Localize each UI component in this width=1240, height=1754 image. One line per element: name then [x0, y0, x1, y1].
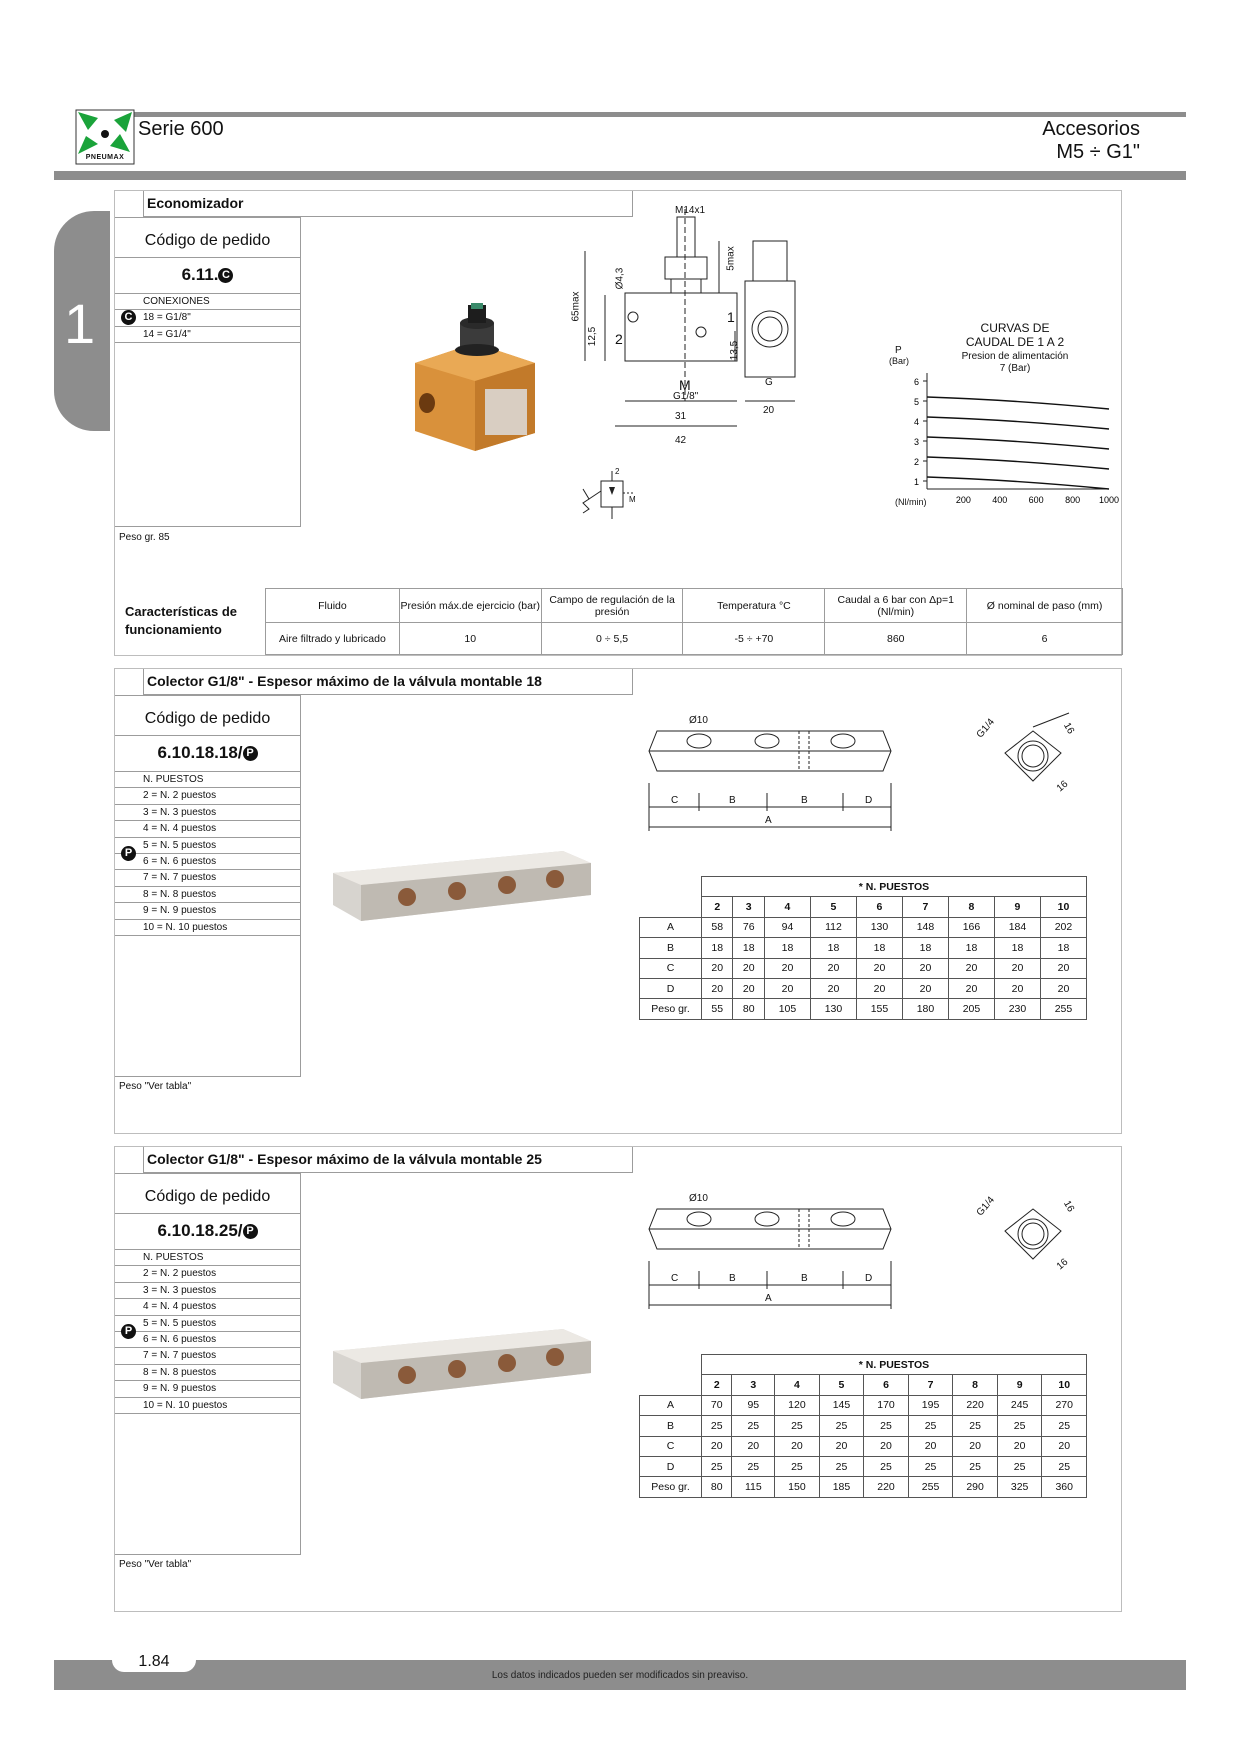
table-cell: 20 [1042, 1436, 1087, 1456]
dim-dia: Ø10 [689, 715, 708, 726]
table-cell: 20 [908, 1436, 953, 1456]
curves-x-unit: (Nl/min) [895, 497, 927, 507]
table-cell: 25 [908, 1456, 953, 1476]
dim-b: B [801, 1273, 808, 1284]
table-col-header: 10 [1042, 1375, 1087, 1395]
table-cell: 20 [856, 978, 902, 998]
option-row [115, 1324, 300, 1348]
table-cell: 20 [994, 978, 1040, 998]
option-row [115, 870, 300, 886]
colector18-photo [333, 849, 593, 929]
dim-w31: 31 [675, 411, 687, 422]
table-cell: 25 [732, 1456, 775, 1476]
dim-b: B [729, 1273, 736, 1284]
dim-g18: G1/8" [673, 391, 699, 402]
dim-b: B [729, 795, 736, 806]
economizador-weight: Peso gr. 85 [119, 532, 170, 543]
table-cell: 184 [994, 917, 1040, 937]
table-cell: 18 [764, 938, 810, 958]
option-label: 7 = N. 7 puestos [143, 1350, 217, 1362]
table-cell: 155 [856, 999, 902, 1019]
port-m-label: M [679, 377, 691, 393]
table-col-header: 5 [819, 1375, 864, 1395]
option-row [115, 805, 300, 821]
dim-a: A [765, 1293, 772, 1304]
dim-d43: Ø4,3 [614, 267, 626, 290]
char-value: 6 [967, 623, 1123, 655]
table-row [640, 999, 1087, 1019]
order-code-text: 6.10.18.18/ [157, 743, 243, 762]
order-code-marker: P [243, 1224, 258, 1239]
options-header: CONEXIONES [115, 294, 300, 310]
colector18-weight: Peso "Ver tabla" [119, 1081, 192, 1092]
dim-b: B [801, 795, 808, 806]
table-cell: 130 [856, 917, 902, 937]
table-cell: 25 [953, 1416, 998, 1436]
flow-curves-chart [885, 321, 1120, 511]
x-tick-label: 1000 [1098, 495, 1120, 505]
option-label: 18 = G1/8" [143, 312, 191, 324]
port-2-label: 2 [615, 331, 623, 347]
table-cell: 360 [1042, 1477, 1087, 1497]
option-label: 10 = N. 10 puestos [143, 921, 228, 933]
table-cell: 18 [902, 938, 948, 958]
dim-a: A [765, 815, 772, 826]
row-label: Peso gr. [640, 999, 702, 1019]
table-col-header: 7 [902, 897, 948, 917]
symbol-port-m: M [629, 495, 636, 504]
table-cell: 25 [775, 1456, 820, 1476]
option-label: 6 = N. 6 puestos [143, 1333, 217, 1345]
chapter-tab [54, 211, 110, 431]
order-label: Código de pedido [115, 1174, 300, 1214]
pneumax-logo [76, 110, 134, 164]
dim-w42: 42 [675, 435, 687, 446]
colector25-order-box [115, 1173, 301, 1555]
row-label: D [640, 1456, 702, 1476]
option-label: 10 = N. 10 puestos [143, 1399, 228, 1411]
table-col-header: 3 [733, 897, 764, 917]
order-code-text: 6.10.18.25/ [157, 1221, 243, 1240]
table-row [640, 1477, 1087, 1497]
order-code [115, 258, 300, 294]
table-cell: 25 [1042, 1456, 1087, 1476]
table-row [640, 1456, 1087, 1476]
table-cell: 20 [997, 1436, 1042, 1456]
table-group-header: * N. PUESTOS [702, 877, 1087, 897]
options-header: N. PUESTOS [115, 1250, 300, 1266]
header-bottom-rule [54, 171, 1186, 180]
table-cell: 94 [764, 917, 810, 937]
option-marker: P [121, 846, 136, 861]
table-cell: 20 [864, 1436, 909, 1456]
dim-16a: 16 [1061, 720, 1077, 737]
option-row [115, 1365, 300, 1381]
table-cell: 20 [732, 1436, 775, 1456]
table-cell: 230 [994, 999, 1040, 1019]
table-cell: 25 [702, 1416, 732, 1436]
row-label: A [640, 917, 702, 937]
option-label: 4 = N. 4 puestos [143, 1301, 217, 1313]
colector25-photo [333, 1327, 593, 1407]
dim-dia: Ø10 [689, 1193, 708, 1204]
char-header: Ø nominal de paso (mm) [967, 589, 1123, 623]
table-cell: 20 [1040, 978, 1086, 998]
option-marker: P [121, 1324, 136, 1339]
option-row [115, 846, 300, 870]
row-label: B [640, 938, 702, 958]
table-group-header: * N. PUESTOS [702, 1355, 1087, 1375]
table-row [640, 1436, 1087, 1456]
char-value: Aire filtrado y lubricado [266, 623, 400, 655]
table-cell: 20 [810, 958, 856, 978]
table-col-header: 4 [775, 1375, 820, 1395]
order-label: Código de pedido [115, 696, 300, 736]
category-title: Accesorios [1042, 118, 1140, 140]
table-cell: 80 [733, 999, 764, 1019]
table-cell: 20 [902, 978, 948, 998]
table-col-header: 2 [702, 1375, 732, 1395]
table-cell: 105 [764, 999, 810, 1019]
characteristics-table [265, 588, 1123, 655]
x-tick-label: 400 [992, 495, 1008, 505]
table-cell: 20 [948, 978, 994, 998]
table-cell: 180 [902, 999, 948, 1019]
table-cell: 115 [732, 1477, 775, 1497]
dim-c: C [671, 1273, 679, 1284]
flow-curve [927, 417, 1109, 429]
order-code-text: 6.11. [181, 265, 219, 284]
table-cell: 290 [953, 1477, 998, 1497]
table-row [640, 917, 1087, 937]
footer-note: Los datos indicados pueden ser modificados sin preaviso. [491, 1670, 749, 1681]
table-cell: 20 [775, 1436, 820, 1456]
table-cell: 220 [953, 1395, 998, 1415]
characteristics-label: Características de funcionamiento [125, 604, 238, 637]
curves-sub-1: Presion de alimentación [961, 351, 1069, 362]
char-header: Presión máx.de ejercicio (bar) [399, 589, 541, 623]
page-number: 1.84 [112, 1652, 196, 1672]
table-cell: 55 [702, 999, 733, 1019]
option-label: 6 = N. 6 puestos [143, 855, 217, 867]
char-value: 860 [825, 623, 967, 655]
table-cell: 20 [948, 958, 994, 978]
table-cell: 20 [1040, 958, 1086, 978]
table-cell: 150 [775, 1477, 820, 1497]
row-label: Peso gr. [640, 1477, 702, 1497]
series-title: Serie 600 [138, 118, 224, 140]
table-cell: 202 [1040, 917, 1086, 937]
table-cell: 25 [732, 1416, 775, 1436]
flow-curve [927, 437, 1109, 449]
table-cell: 120 [775, 1395, 820, 1415]
x-tick-label: 200 [955, 495, 971, 505]
logo-text: PNEUMAX [85, 154, 125, 161]
table-cell: 18 [733, 938, 764, 958]
table-cell: 205 [948, 999, 994, 1019]
table-cell: 185 [819, 1477, 864, 1497]
table-cell: 76 [733, 917, 764, 937]
table-cell: 20 [702, 978, 733, 998]
table-cell: 58 [702, 917, 733, 937]
table-cell: 25 [819, 1416, 864, 1436]
table-cell: 20 [702, 1436, 732, 1456]
option-row [115, 1299, 300, 1315]
colector18-drawing [649, 715, 1119, 843]
table-cell: 20 [819, 1436, 864, 1456]
char-value: 10 [399, 623, 541, 655]
order-code [115, 736, 300, 772]
row-label: B [640, 1416, 702, 1436]
table-row [640, 958, 1087, 978]
table-cell: 18 [948, 938, 994, 958]
economizador-order-box [115, 217, 301, 527]
dim-h125: 12,5 [587, 326, 599, 347]
table-cell: 25 [819, 1456, 864, 1476]
dim-g14: G1/4 [974, 1194, 998, 1219]
table-cell: 25 [908, 1416, 953, 1436]
table-cell: 95 [732, 1395, 775, 1415]
option-row [115, 310, 300, 326]
table-cell: 255 [1040, 999, 1086, 1019]
char-header: Fluido [266, 589, 400, 623]
table-col-header: 4 [764, 897, 810, 917]
colector18-title: Colector G1/8" - Espesor máximo de la válvula montable 18 [143, 669, 633, 695]
option-label: 3 = N. 3 puestos [143, 1284, 217, 1296]
colector25-dims-table [639, 1354, 1087, 1498]
table-cell: 20 [994, 958, 1040, 978]
y-tick-label: 4 [913, 417, 919, 427]
option-label: 5 = N. 5 puestos [143, 1317, 217, 1329]
option-label: 9 = N. 9 puestos [143, 1383, 217, 1395]
option-row [115, 1283, 300, 1299]
table-row [640, 938, 1087, 958]
option-label: 7 = N. 7 puestos [143, 872, 217, 884]
header-top-rule [134, 112, 1186, 117]
order-label: Código de pedido [115, 218, 300, 258]
y-tick-label: 6 [913, 377, 919, 387]
order-code-marker: C [218, 268, 233, 283]
table-cell: 18 [810, 938, 856, 958]
table-cell: 20 [764, 978, 810, 998]
table-cell: 245 [997, 1395, 1042, 1415]
chapter-number: 1 [64, 292, 96, 355]
dim-16b: 16 [1054, 1256, 1071, 1273]
table-col-header: 8 [953, 1375, 998, 1395]
curves-sub-2: 7 (Bar) [999, 363, 1031, 374]
table-cell: 25 [1042, 1416, 1087, 1436]
table-cell: 25 [702, 1456, 732, 1476]
row-label: A [640, 1395, 702, 1415]
colector25-section [114, 1146, 1122, 1612]
economizador-section [114, 190, 1122, 656]
table-cell: 18 [702, 938, 733, 958]
pneumatic-symbol [579, 469, 649, 523]
table-cell: 255 [908, 1477, 953, 1497]
table-cell: 166 [948, 917, 994, 937]
row-label: D [640, 978, 702, 998]
curves-y-unit: (Bar) [889, 356, 909, 366]
option-label: 5 = N. 5 puestos [143, 839, 217, 851]
table-cell: 70 [702, 1395, 732, 1415]
dim-h135: 13,5 [729, 340, 741, 361]
table-col-header: 9 [997, 1375, 1042, 1395]
table-cell: 270 [1042, 1395, 1087, 1415]
y-tick-label: 5 [913, 397, 919, 407]
table-row [640, 1395, 1087, 1415]
table-body [640, 1395, 1087, 1497]
option-row [115, 887, 300, 903]
option-label: 3 = N. 3 puestos [143, 806, 217, 818]
dim-d: D [865, 795, 873, 806]
table-cell: 18 [856, 938, 902, 958]
table-cell: 25 [997, 1416, 1042, 1436]
dim-g14: G1/4 [974, 716, 998, 741]
x-tick-label: 600 [1028, 495, 1044, 505]
economizador-drawing [565, 201, 825, 471]
row-label: C [640, 958, 702, 978]
table-cell: 20 [733, 958, 764, 978]
colector18-section [114, 668, 1122, 1134]
order-code-marker: P [243, 746, 258, 761]
flow-curve [927, 477, 1109, 489]
table-cell: 195 [908, 1395, 953, 1415]
table-cell: 25 [864, 1456, 909, 1476]
table-cell: 170 [864, 1395, 909, 1415]
table-cell: 20 [953, 1436, 998, 1456]
table-col-header: 6 [864, 1375, 909, 1395]
char-header: Campo de regulación de la presión [541, 589, 683, 623]
table-col-header: 3 [732, 1375, 775, 1395]
colector25-title: Colector G1/8" - Espesor máximo de la válvula montable 25 [143, 1147, 633, 1173]
option-row [115, 327, 300, 343]
table-body [640, 917, 1087, 1019]
colector18-dims-table [639, 876, 1087, 1020]
table-cell: 20 [764, 958, 810, 978]
economizador-title: Economizador [143, 191, 633, 217]
option-row [115, 1398, 300, 1414]
option-label: 9 = N. 9 puestos [143, 905, 217, 917]
option-marker: C [121, 310, 136, 325]
option-label: 2 = N. 2 puestos [143, 790, 217, 802]
option-row [115, 838, 300, 854]
x-tick-label: 800 [1065, 495, 1081, 505]
colector25-weight: Peso "Ver tabla" [119, 1559, 192, 1570]
option-row [115, 1348, 300, 1364]
table-cell: 148 [902, 917, 948, 937]
dim-d: D [865, 1273, 873, 1284]
options-header: N. PUESTOS [115, 772, 300, 788]
table-cell: 18 [994, 938, 1040, 958]
y-tick-label: 2 [913, 457, 919, 467]
table-cell: 25 [775, 1416, 820, 1436]
option-label: 14 = G1/4" [143, 328, 191, 340]
char-value: 0 ÷ 5,5 [541, 623, 683, 655]
flow-curve [927, 397, 1109, 409]
option-row [115, 821, 300, 837]
table-cell: 145 [819, 1395, 864, 1415]
table-cell: 112 [810, 917, 856, 937]
y-tick-label: 3 [913, 437, 919, 447]
curves-title-1: CURVAS DE [980, 321, 1050, 335]
table-cell: 20 [702, 958, 733, 978]
y-tick-label: 1 [913, 477, 919, 487]
curves-y-axis: P [895, 345, 902, 356]
option-row [115, 788, 300, 804]
table-cell: 25 [953, 1456, 998, 1476]
table-cell: 20 [733, 978, 764, 998]
char-header: Temperatura °C [683, 589, 825, 623]
option-label: 2 = N. 2 puestos [143, 1268, 217, 1280]
dim-h65: 65max [570, 291, 582, 322]
order-code [115, 1214, 300, 1250]
table-row [640, 978, 1087, 998]
flow-curve [927, 457, 1109, 469]
table-cell: 80 [702, 1477, 732, 1497]
table-row [640, 1416, 1087, 1436]
dim-16b: 16 [1054, 778, 1071, 795]
option-row [115, 1316, 300, 1332]
port-1-label: 1 [727, 309, 735, 325]
dim-m14: M14x1 [675, 205, 706, 216]
option-row [115, 1266, 300, 1282]
table-cell: 25 [997, 1456, 1042, 1476]
table-cell: 220 [864, 1477, 909, 1497]
colector25-drawing [649, 1193, 1119, 1321]
table-col-header: 8 [948, 897, 994, 917]
table-cell: 130 [810, 999, 856, 1019]
table-cell: 20 [810, 978, 856, 998]
option-row [115, 903, 300, 919]
economizador-photo [405, 303, 545, 453]
table-col-header: 6 [856, 897, 902, 917]
table-col-header: 5 [810, 897, 856, 917]
option-label: 4 = N. 4 puestos [143, 823, 217, 835]
dim-w20: 20 [763, 405, 775, 416]
char-header: Caudal a 6 bar con Δp=1 (Nl/min) [825, 589, 967, 623]
table-cell: 325 [997, 1477, 1042, 1497]
char-value: -5 ÷ +70 [683, 623, 825, 655]
dim-c: C [671, 795, 679, 806]
option-label: 8 = N. 8 puestos [143, 888, 217, 900]
category-range: M5 ÷ G1" [1056, 141, 1140, 163]
table-col-header: 2 [702, 897, 733, 917]
table-cell: 20 [856, 958, 902, 978]
symbol-port-2: 2 [615, 467, 620, 476]
row-label: C [640, 1436, 702, 1456]
option-label: 8 = N. 8 puestos [143, 1366, 217, 1378]
dim-h5: 5max [725, 246, 737, 271]
table-cell: 25 [864, 1416, 909, 1436]
table-cell: 20 [902, 958, 948, 978]
option-row [115, 920, 300, 936]
table-col-header: 10 [1040, 897, 1086, 917]
dim-16a: 16 [1061, 1198, 1077, 1215]
table-col-header: 9 [994, 897, 1040, 917]
curves-title-2: CAUDAL DE 1 A 2 [965, 335, 1065, 349]
table-col-header: 7 [908, 1375, 953, 1395]
colector18-order-box [115, 695, 301, 1077]
option-row [115, 1381, 300, 1397]
dim-g: G [765, 377, 773, 388]
table-cell: 18 [1040, 938, 1086, 958]
